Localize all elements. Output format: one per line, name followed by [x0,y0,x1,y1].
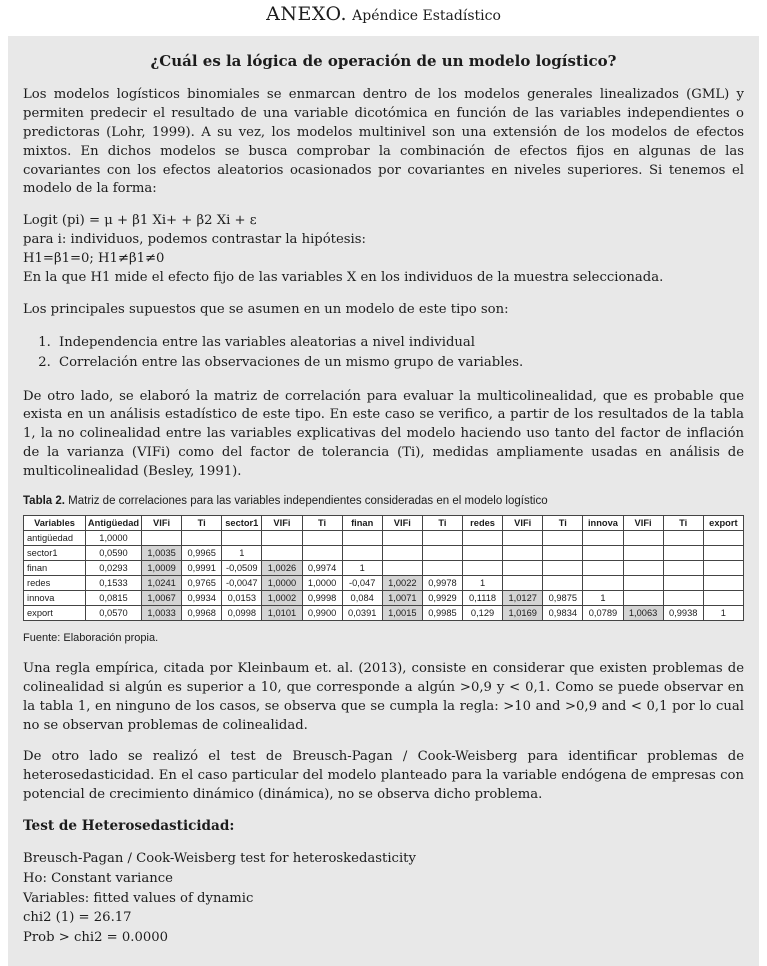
value-cell: 0,9900 [302,605,342,620]
value-cell: 1,0035 [142,545,182,560]
value-cell: 0,9985 [422,605,462,620]
table-header-cell: Ti [543,515,583,530]
value-cell: 0,9765 [182,575,222,590]
value-cell [302,545,342,560]
value-cell: 1,0000 [302,575,342,590]
value-cell: 0,9974 [302,560,342,575]
value-cell: 1,0015 [382,605,422,620]
table-header-cell: Ti [422,515,462,530]
value-cell [703,560,743,575]
value-cell: 1,0063 [623,605,663,620]
value-cell [382,530,422,545]
value-cell [182,530,222,545]
value-cell: -0,0047 [222,575,262,590]
table-header-cell: VIFi [382,515,422,530]
table-caption-label: Tabla 2. [23,494,65,507]
model-formula-block [23,212,744,288]
value-cell: 0,9929 [422,590,462,605]
table-row [24,575,744,590]
page-title [0,0,767,25]
value-cell: 1 [703,605,743,620]
value-cell [222,530,262,545]
empirical-rule-paragraph: Una regla empírica, citada por Kleinbaum et. al. (2013), consiste en considerar que existen problemas de colinealidad si algún es superior a 10, que corresponde a algún >0,9 y < 0,1. Como se puede observar en la tabla 1, en ninguno de los casos, se observa que se cumpla la regla: >10 and >0,9 and < 0,1 por lo cual no se observan problemas de colinealidad. [23,660,744,733]
value-cell: 1,0241 [142,575,182,590]
assumption-item: 1. Independencia entre las variables aleatorias a nivel individual [55,333,744,353]
value-cell [302,530,342,545]
value-cell: 0,0293 [86,560,142,575]
value-cell: 0,9834 [543,605,583,620]
table-header-cell: sector1 [222,515,262,530]
value-cell [142,530,182,545]
value-cell: 0,129 [463,605,503,620]
table-header-cell: Ti [663,515,703,530]
table-header-cell: Variables [24,515,86,530]
value-cell [422,530,462,545]
value-cell: -0,047 [342,575,382,590]
value-cell [503,575,543,590]
row-label-cell: antigüedad [24,530,86,545]
value-cell [623,545,663,560]
value-cell: 1 [342,560,382,575]
table-header-cell: Ti [182,515,222,530]
value-cell [463,545,503,560]
value-cell [262,545,302,560]
table-row [24,605,744,620]
value-cell: 0,9965 [182,545,222,560]
value-cell [703,545,743,560]
assumptions-list [23,333,744,374]
assumption-item: 2. Correlación entre las observaciones de un mismo grupo de variables. [55,353,744,373]
assumptions-intro-paragraph: Los principales supuestos que se asumen en un modelo de este tipo son: [23,301,509,317]
value-cell: 1,0101 [262,605,302,620]
value-cell [703,590,743,605]
value-cell: 0,9934 [182,590,222,605]
row-label-cell: export [24,605,86,620]
value-cell: 0,0789 [583,605,623,620]
value-cell: 1 [222,545,262,560]
value-cell [422,545,462,560]
value-cell [623,575,663,590]
table-header-cell: VIFi [623,515,663,530]
value-cell: 1,0067 [142,590,182,605]
page-title-main: ANEXO. [266,3,348,25]
model-formula-line: Logit (pi) = μ + β1 Xi+ + β2 Xi + ε [23,213,257,229]
value-cell [663,530,703,545]
table-row [24,530,744,545]
value-cell: 0,9938 [663,605,703,620]
value-cell: 0,1118 [463,590,503,605]
value-cell: 0,0391 [342,605,382,620]
value-cell [703,575,743,590]
table-header-cell: Ti [302,515,342,530]
test-output-line: chi2 (1) = 26.17 [23,910,132,926]
value-cell [463,560,503,575]
value-cell: 1,0033 [142,605,182,620]
value-cell [262,530,302,545]
value-cell [583,575,623,590]
value-cell [503,530,543,545]
value-cell: 1,0000 [86,530,142,545]
table-header-row [24,515,744,530]
value-cell: 0,1533 [86,575,142,590]
value-cell: 1,0009 [142,560,182,575]
value-cell [583,560,623,575]
value-cell [583,545,623,560]
table-caption-text: Matriz de correlaciones para las variables independientes consideradas en el modelo logístico [68,494,548,507]
table-row [24,545,744,560]
value-cell [543,575,583,590]
value-cell [543,560,583,575]
test-heading: Test de Heterosedasticidad: [23,818,235,835]
table-header-cell: Antigüedad [86,515,142,530]
value-cell: 1,0000 [262,575,302,590]
value-cell: 0,0998 [222,605,262,620]
table-header-cell: VIFi [142,515,182,530]
table-row [24,560,744,575]
test-output-line: Prob > chi2 = 0.0000 [23,930,169,946]
appendix-box [8,36,759,966]
value-cell: 0,9991 [182,560,222,575]
table-header-cell: export [703,515,743,530]
table-header-cell: redes [463,515,503,530]
multicollinearity-paragraph: De otro lado, se elaboró la matriz de correlación para evaluar la multicolinealidad, que es probable que exista en un análisis estadístico de este tipo. En este caso se verifico, a partir de los resultados de la tabla 1, la no colinealidad entre las variables explicativas del modelo haciendo uso tanto del factor de inflación de la varianza (VIFi) como del factor de tolerancia (Ti), medidas ampliamente usadas en análisis de multicolinealidad (Besley, 1991). [23,388,744,480]
model-formula-line: En la que H1 mide el efecto fijo de las variables X en los individuos de la muestra seleccionada. [23,269,664,285]
value-cell [663,545,703,560]
row-label-cell: finan [24,560,86,575]
test-output [23,849,744,948]
value-cell [663,590,703,605]
model-formula-line: H1=β1=0; H1≠β1≠0 [23,251,165,266]
table-header-cell: innova [583,515,623,530]
value-cell [663,575,703,590]
value-cell [543,545,583,560]
value-cell: 0,0590 [86,545,142,560]
correlation-table [23,515,744,621]
heteroskedasticity-paragraph: De otro lado se realizó el test de Breusch-Pagan / Cook-Weisberg para identificar problemas de heterosedasticidad. En el caso particular del modelo planteado para la variable endógena de empresas con potencial de crecimiento dinámico (dinámica), no se observa dicho problema. [23,749,744,803]
value-cell: 0,0570 [86,605,142,620]
value-cell: 1 [583,590,623,605]
row-label-cell: redes [24,575,86,590]
value-cell: 1,0071 [382,590,422,605]
value-cell [342,530,382,545]
box-heading: ¿Cuál es la lógica de operación de un modelo logístico? [150,52,617,70]
value-cell [623,560,663,575]
table-row [24,590,744,605]
test-output-line: Breusch-Pagan / Cook-Weisberg test for heteroskedasticity [23,851,416,867]
value-cell: 0,9978 [422,575,462,590]
row-label-cell: innova [24,590,86,605]
page-title-sub: Apéndice Estadístico [352,8,501,24]
value-cell: 0,9968 [182,605,222,620]
value-cell: 0,0153 [222,590,262,605]
table-header-cell: VIFi [503,515,543,530]
intro-paragraph: Los modelos logísticos binomiales se enmarcan dentro de los modelos generales linealizados (GML) y permiten predecir el resultado de una variable dicotómica en función de las variables independientes o predictoras (Lohr, 1999). A su vez, los modelos multinivel son una extensión de los modelos de efectos mixtos. En dichos modelos se busca comprobar la combinación de efectos fijos en algunas de las covariantes con los efectos aleatorios ocasionados por covariantes en niveles superiores. Si tenemos el modelo de la forma: [23,87,744,197]
value-cell [382,545,422,560]
table-header-cell: finan [342,515,382,530]
test-output-line: Ho: Constant variance [23,870,173,886]
value-cell [703,530,743,545]
test-output-line: Variables: fitted values of dynamic [23,890,254,906]
model-formula-line: para i: individuos, podemos contrastar la hipótesis: [23,232,366,248]
value-cell: 1,0127 [503,590,543,605]
table-caption [23,495,744,507]
value-cell: 0,9875 [543,590,583,605]
value-cell: 1,0169 [503,605,543,620]
value-cell [422,560,462,575]
value-cell [543,530,583,545]
value-cell: 0,9998 [302,590,342,605]
value-cell [382,560,422,575]
row-label-cell: sector1 [24,545,86,560]
value-cell: 1,0022 [382,575,422,590]
value-cell: 0,0815 [86,590,142,605]
value-cell: 1,0002 [262,590,302,605]
value-cell [623,530,663,545]
table-source-note: Fuente: Elaboración propia. [23,631,159,644]
value-cell [583,530,623,545]
value-cell: 1,0026 [262,560,302,575]
value-cell: -0,0509 [222,560,262,575]
value-cell [503,545,543,560]
value-cell: 0,084 [342,590,382,605]
table-header-cell: VIFi [262,515,302,530]
value-cell [503,560,543,575]
value-cell [463,530,503,545]
value-cell [342,545,382,560]
value-cell: 1 [463,575,503,590]
value-cell [663,560,703,575]
value-cell [623,590,663,605]
